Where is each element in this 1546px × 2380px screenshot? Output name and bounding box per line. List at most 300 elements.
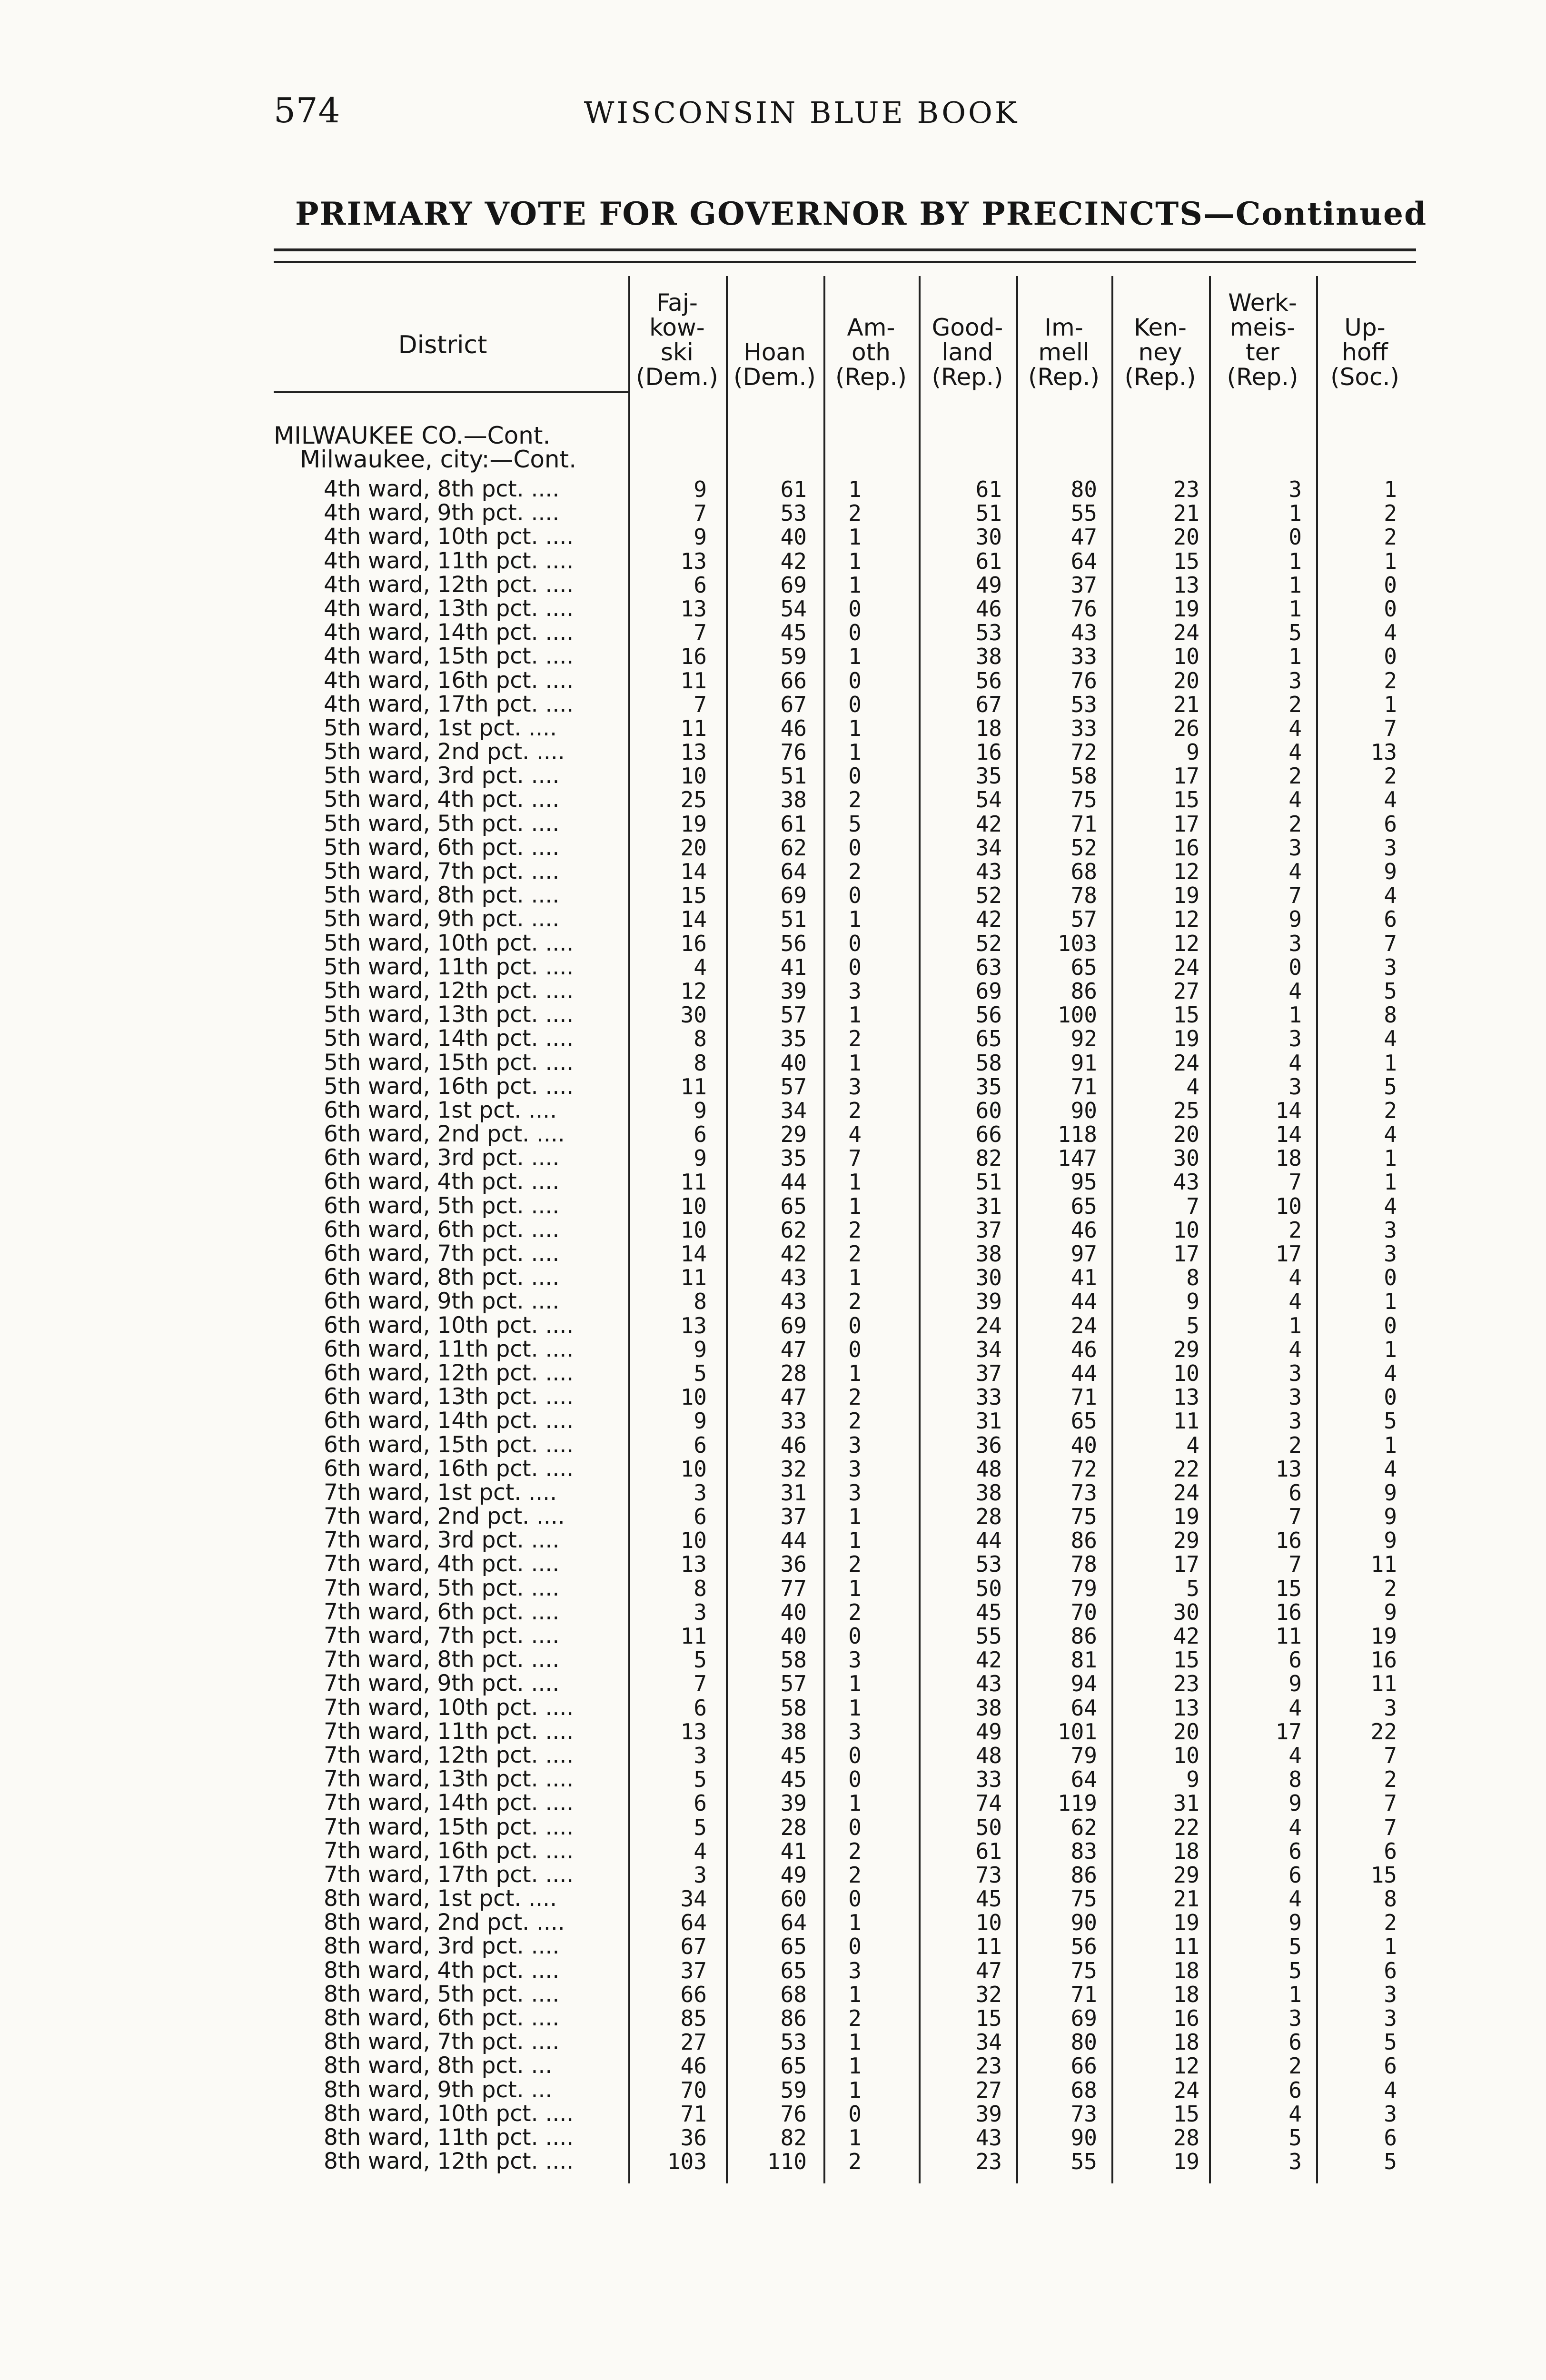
- vote-cell-hoan: 40: [780, 1599, 807, 1625]
- vote-cell-hoan: 40: [780, 1050, 807, 1076]
- vote-cell-werkmeister: 3: [1288, 1073, 1302, 1100]
- table-row: [0, 1075, 1546, 1099]
- vote-cell-kenney: 13: [1173, 1695, 1199, 1721]
- vote-cell-fajkowski: 67: [680, 1934, 707, 1960]
- vote-cell-goodland: 43: [975, 859, 1002, 884]
- table-row: [0, 2078, 1546, 2102]
- district-cell: 6th ward, 6th pct. ....: [324, 1218, 560, 1242]
- district-cell: 8th ward, 12th pct. ....: [324, 2150, 574, 2174]
- vote-cell-kenney: 18: [1173, 1838, 1199, 1864]
- vote-cell-goodland: 53: [975, 1551, 1002, 1577]
- vote-cell-fajkowski: 70: [680, 2077, 707, 2103]
- vote-cell-kenney: 9: [1186, 1289, 1199, 1315]
- vote-cell-immell: 75: [1070, 1957, 1097, 1983]
- vote-cell-amoth: 1: [848, 548, 862, 574]
- vote-cell-kenney: 22: [1173, 1456, 1199, 1482]
- vote-cell-fajkowski: 9: [694, 1145, 707, 1171]
- column-header-kenney: Ken- ney (Rep.): [1124, 314, 1196, 391]
- vote-cell-kenney: 15: [1173, 548, 1199, 574]
- vote-cell-immell: 70: [1070, 1599, 1097, 1625]
- vote-cell-amoth: 1: [848, 739, 862, 765]
- table-row: [0, 836, 1546, 860]
- vote-cell-immell: 75: [1070, 1504, 1097, 1530]
- vote-cell-uphoff: 2: [1384, 667, 1397, 694]
- vote-cell-uphoff: 8: [1384, 1886, 1397, 1912]
- vote-cell-hoan: 110: [767, 2149, 807, 2175]
- vote-cell-immell: 37: [1070, 572, 1097, 598]
- vote-cell-kenney: 24: [1173, 1050, 1199, 1076]
- vote-cell-immell: 118: [1057, 1121, 1097, 1148]
- vote-cell-goodland: 28: [975, 1504, 1002, 1530]
- vote-cell-hoan: 59: [780, 644, 807, 670]
- vote-cell-immell: 83: [1070, 1838, 1097, 1864]
- vote-cell-werkmeister: 1: [1288, 572, 1302, 598]
- vote-cell-uphoff: 6: [1384, 906, 1397, 932]
- district-cell: 7th ward, 14th pct. ....: [324, 1791, 574, 1815]
- vote-cell-goodland: 54: [975, 787, 1002, 813]
- district-cell: 7th ward, 10th pct. ....: [324, 1696, 574, 1720]
- vote-cell-uphoff: 2: [1384, 1575, 1397, 1601]
- district-cell: 7th ward, 8th pct. ....: [324, 1648, 560, 1672]
- vote-cell-fajkowski: 15: [680, 883, 707, 909]
- vote-cell-goodland: 61: [975, 476, 1002, 502]
- vote-cell-hoan: 62: [780, 834, 807, 861]
- table-row: [0, 1887, 1546, 1911]
- vote-cell-hoan: 61: [780, 811, 807, 837]
- vote-cell-goodland: 34: [975, 834, 1002, 861]
- vote-cell-werkmeister: 1: [1288, 1312, 1302, 1339]
- vote-cell-fajkowski: 25: [680, 787, 707, 813]
- vote-cell-uphoff: 4: [1384, 787, 1397, 813]
- vote-cell-hoan: 57: [780, 1671, 807, 1697]
- district-cell: 6th ward, 16th pct. ....: [324, 1457, 574, 1481]
- vote-cell-fajkowski: 9: [694, 476, 707, 502]
- vote-cell-fajkowski: 3: [694, 1479, 707, 1506]
- vote-cell-kenney: 21: [1173, 1886, 1199, 1912]
- vote-cell-goodland: 38: [975, 1479, 1002, 1506]
- vote-cell-fajkowski: 71: [680, 2101, 707, 2127]
- vote-cell-goodland: 39: [975, 2101, 1002, 2127]
- vote-cell-uphoff: 1: [1384, 691, 1397, 717]
- vote-cell-werkmeister: 3: [1288, 1408, 1302, 1434]
- vote-cell-kenney: 30: [1173, 1145, 1199, 1171]
- vote-cell-hoan: 51: [780, 906, 807, 932]
- table-row: [0, 1361, 1546, 1385]
- district-cell: 6th ward, 9th pct. ....: [324, 1289, 560, 1314]
- district-cell: 6th ward, 1st pct. ....: [324, 1098, 557, 1122]
- vote-cell-werkmeister: 6: [1288, 1479, 1302, 1506]
- district-cell: 5th ward, 4th pct. ....: [324, 788, 560, 812]
- district-cell: 6th ward, 13th pct. ....: [324, 1385, 574, 1409]
- vote-cell-fajkowski: 7: [694, 1671, 707, 1697]
- vote-cell-kenney: 10: [1173, 1217, 1199, 1243]
- vote-cell-goodland: 52: [975, 883, 1002, 909]
- vote-cell-fajkowski: 12: [680, 978, 707, 1004]
- vote-cell-amoth: 3: [848, 1432, 862, 1458]
- table-row: [0, 1600, 1546, 1624]
- vote-cell-kenney: 24: [1173, 1479, 1199, 1506]
- vote-cell-werkmeister: 2: [1288, 1217, 1302, 1243]
- vote-cell-immell: 73: [1070, 1479, 1097, 1506]
- table-row: [0, 1552, 1546, 1576]
- vote-cell-goodland: 46: [975, 595, 1002, 622]
- table-row: [0, 979, 1546, 1003]
- vote-cell-amoth: 0: [848, 1814, 862, 1840]
- vote-cell-goodland: 56: [975, 1002, 1002, 1028]
- vote-cell-uphoff: 0: [1384, 1384, 1397, 1410]
- table-row: [0, 1314, 1546, 1338]
- vote-cell-hoan: 46: [780, 1432, 807, 1458]
- vote-cell-hoan: 38: [780, 1718, 807, 1745]
- vote-cell-immell: 64: [1070, 1695, 1097, 1721]
- vote-cell-goodland: 65: [975, 1026, 1002, 1052]
- column-rule: [628, 276, 630, 2183]
- vote-cell-amoth: 4: [848, 1121, 862, 1148]
- vote-cell-goodland: 37: [975, 1360, 1002, 1386]
- vote-cell-amoth: 0: [848, 1336, 862, 1362]
- vote-cell-kenney: 16: [1173, 834, 1199, 861]
- vote-cell-immell: 64: [1070, 1766, 1097, 1793]
- vote-cell-uphoff: 19: [1370, 1623, 1397, 1649]
- vote-cell-fajkowski: 4: [694, 954, 707, 980]
- vote-cell-fajkowski: 6: [694, 1504, 707, 1530]
- vote-cell-fajkowski: 37: [680, 1957, 707, 1983]
- vote-cell-fajkowski: 5: [694, 1647, 707, 1673]
- vote-cell-hoan: 58: [780, 1647, 807, 1673]
- vote-cell-fajkowski: 11: [680, 1073, 707, 1100]
- district-cell: 5th ward, 9th pct. ....: [324, 907, 560, 932]
- vote-cell-amoth: 0: [848, 1886, 862, 1912]
- vote-cell-immell: 71: [1070, 811, 1097, 837]
- vote-cell-immell: 69: [1070, 2005, 1097, 2031]
- vote-cell-werkmeister: 3: [1288, 667, 1302, 694]
- district-cell: 7th ward, 6th pct. ....: [324, 1600, 560, 1624]
- vote-cell-goodland: 50: [975, 1814, 1002, 1840]
- vote-cell-goodland: 35: [975, 1073, 1002, 1100]
- vote-cell-kenney: 43: [1173, 1169, 1199, 1195]
- district-cell: 5th ward, 11th pct. ....: [324, 955, 574, 979]
- table-row: [0, 501, 1546, 525]
- county-heading: MILWAUKEE CO.—Cont.: [274, 422, 551, 449]
- table-row: [0, 1959, 1546, 1983]
- district-cell: 7th ward, 9th pct. ....: [324, 1672, 560, 1696]
- vote-cell-uphoff: 16: [1370, 1647, 1397, 1673]
- vote-cell-immell: 72: [1070, 739, 1097, 765]
- table-row: [0, 2054, 1546, 2078]
- table-row: [0, 1338, 1546, 1361]
- vote-cell-hoan: 43: [780, 1289, 807, 1315]
- vote-cell-fajkowski: 64: [680, 1910, 707, 1936]
- table-row: [0, 1409, 1546, 1433]
- district-cell: 4th ward, 10th pct. ....: [324, 525, 574, 549]
- vote-cell-hoan: 39: [780, 978, 807, 1004]
- vote-cell-uphoff: 4: [1384, 2077, 1397, 2103]
- vote-cell-amoth: 1: [848, 1527, 862, 1554]
- vote-cell-fajkowski: 6: [694, 1432, 707, 1458]
- vote-cell-fajkowski: 14: [680, 906, 707, 932]
- vote-cell-werkmeister: 2: [1288, 763, 1302, 789]
- vote-cell-uphoff: 3: [1384, 2101, 1397, 2127]
- table-row: [0, 1505, 1546, 1528]
- vote-cell-goodland: 24: [975, 1312, 1002, 1339]
- vote-cell-hoan: 44: [780, 1527, 807, 1554]
- vote-cell-uphoff: 1: [1384, 1169, 1397, 1195]
- vote-cell-kenney: 22: [1173, 1814, 1199, 1840]
- vote-cell-hoan: 65: [780, 1957, 807, 1983]
- vote-cell-hoan: 76: [780, 2101, 807, 2127]
- table-row: [0, 2030, 1546, 2054]
- vote-cell-werkmeister: 1: [1288, 644, 1302, 670]
- vote-cell-werkmeister: 4: [1288, 787, 1302, 813]
- table-row: [0, 1624, 1546, 1648]
- vote-cell-goodland: 11: [975, 1934, 1002, 1960]
- vote-cell-kenney: 19: [1173, 1026, 1199, 1052]
- vote-cell-amoth: 0: [848, 954, 862, 980]
- district-cell: 4th ward, 17th pct. ....: [324, 692, 574, 716]
- vote-cell-werkmeister: 4: [1288, 1742, 1302, 1768]
- vote-cell-kenney: 11: [1173, 1408, 1199, 1434]
- district-cell: 5th ward, 5th pct. ....: [324, 812, 560, 836]
- vote-cell-hoan: 86: [780, 2005, 807, 2031]
- vote-cell-amoth: 3: [848, 978, 862, 1004]
- vote-cell-goodland: 23: [975, 2053, 1002, 2079]
- vote-cell-fajkowski: 11: [680, 715, 707, 741]
- vote-cell-immell: 78: [1070, 1551, 1097, 1577]
- vote-cell-fajkowski: 10: [680, 1527, 707, 1554]
- vote-cell-amoth: 3: [848, 1647, 862, 1673]
- vote-cell-amoth: 2: [848, 1384, 862, 1410]
- vote-cell-hoan: 53: [780, 500, 807, 526]
- vote-cell-uphoff: 3: [1384, 834, 1397, 861]
- vote-cell-goodland: 32: [975, 1981, 1002, 2007]
- vote-cell-uphoff: 3: [1384, 954, 1397, 980]
- vote-cell-immell: 90: [1070, 1910, 1097, 1936]
- vote-cell-amoth: 3: [848, 1456, 862, 1482]
- column-header-immell: Im- mell (Rep.): [1028, 314, 1100, 391]
- vote-cell-amoth: 7: [848, 1145, 862, 1171]
- vote-cell-immell: 78: [1070, 883, 1097, 909]
- vote-cell-kenney: 5: [1186, 1575, 1199, 1601]
- vote-cell-immell: 95: [1070, 1169, 1097, 1195]
- column-header-fajkowski: Faj- kow- ski (Dem.): [636, 289, 718, 391]
- vote-cell-immell: 52: [1070, 834, 1097, 861]
- vote-cell-immell: 94: [1070, 1671, 1097, 1697]
- district-cell: 6th ward, 11th pct. ....: [324, 1337, 574, 1361]
- vote-cell-hoan: 53: [780, 2029, 807, 2055]
- vote-cell-uphoff: 15: [1370, 1862, 1397, 1888]
- table-row: [0, 1934, 1546, 1958]
- vote-cell-werkmeister: 3: [1288, 2005, 1302, 2031]
- vote-cell-werkmeister: 7: [1288, 883, 1302, 909]
- vote-cell-kenney: 15: [1173, 2101, 1199, 2127]
- vote-cell-fajkowski: 3: [694, 1742, 707, 1768]
- vote-cell-immell: 33: [1070, 644, 1097, 670]
- vote-cell-amoth: 0: [848, 1934, 862, 1960]
- vote-cell-hoan: 47: [780, 1336, 807, 1362]
- vote-cell-goodland: 31: [975, 1193, 1002, 1219]
- table-row: [0, 597, 1546, 621]
- vote-cell-uphoff: 4: [1384, 1121, 1397, 1148]
- vote-cell-fajkowski: 13: [680, 1718, 707, 1745]
- table-row: [0, 645, 1546, 668]
- vote-cell-immell: 58: [1070, 763, 1097, 789]
- column-header-werkmeister: Werk- meis- ter (Rep.): [1227, 289, 1298, 391]
- vote-cell-uphoff: 6: [1384, 811, 1397, 837]
- vote-cell-uphoff: 0: [1384, 1312, 1397, 1339]
- vote-cell-hoan: 43: [780, 1265, 807, 1291]
- vote-cell-uphoff: 2: [1384, 1097, 1397, 1123]
- vote-cell-kenney: 21: [1173, 691, 1199, 717]
- vote-cell-immell: 119: [1057, 1790, 1097, 1816]
- vote-cell-kenney: 21: [1173, 500, 1199, 526]
- vote-cell-amoth: 2: [848, 859, 862, 884]
- district-cell: 7th ward, 15th pct. ....: [324, 1815, 574, 1839]
- district-cell: 4th ward, 11th pct. ....: [324, 549, 574, 573]
- vote-cell-hoan: 65: [780, 2053, 807, 2079]
- vote-cell-amoth: 2: [848, 500, 862, 526]
- vote-cell-werkmeister: 0: [1288, 954, 1302, 980]
- vote-cell-goodland: 47: [975, 1957, 1002, 1983]
- vote-cell-goodland: 63: [975, 954, 1002, 980]
- table-row: [0, 812, 1546, 836]
- vote-cell-goodland: 34: [975, 2029, 1002, 2055]
- vote-cell-immell: 86: [1070, 978, 1097, 1004]
- vote-cell-fajkowski: 5: [694, 1360, 707, 1386]
- vote-cell-amoth: 1: [848, 1910, 862, 1936]
- vote-cell-hoan: 69: [780, 572, 807, 598]
- vote-cell-werkmeister: 7: [1288, 1504, 1302, 1530]
- vote-cell-amoth: 2: [848, 1551, 862, 1577]
- vote-cell-fajkowski: 7: [694, 500, 707, 526]
- vote-cell-amoth: 0: [848, 2101, 862, 2127]
- vote-cell-hoan: 42: [780, 1241, 807, 1267]
- vote-cell-werkmeister: 4: [1288, 1289, 1302, 1315]
- vote-cell-kenney: 19: [1173, 883, 1199, 909]
- vote-cell-fajkowski: 10: [680, 763, 707, 789]
- vote-cell-kenney: 19: [1173, 1910, 1199, 1936]
- vote-cell-uphoff: 3: [1384, 1695, 1397, 1721]
- vote-cell-goodland: 61: [975, 1838, 1002, 1864]
- vote-cell-immell: 79: [1070, 1742, 1097, 1768]
- vote-cell-amoth: 1: [848, 1671, 862, 1697]
- column-rule: [726, 276, 728, 2183]
- vote-cell-kenney: 4: [1186, 1073, 1199, 1100]
- vote-cell-immell: 40: [1070, 1432, 1097, 1458]
- vote-cell-fajkowski: 10: [680, 1456, 707, 1482]
- vote-cell-kenney: 27: [1173, 978, 1199, 1004]
- vote-cell-immell: 76: [1070, 667, 1097, 694]
- vote-cell-fajkowski: 11: [680, 1169, 707, 1195]
- table-row: [0, 2126, 1546, 2150]
- vote-cell-hoan: 69: [780, 883, 807, 909]
- vote-cell-immell: 86: [1070, 1527, 1097, 1554]
- district-cell: 6th ward, 12th pct. ....: [324, 1361, 574, 1385]
- table-row: [0, 549, 1546, 573]
- column-header-hoan: Hoan (Dem.): [733, 338, 816, 391]
- vote-cell-werkmeister: 5: [1288, 1934, 1302, 1960]
- vote-cell-hoan: 42: [780, 548, 807, 574]
- district-cell: 8th ward, 11th pct. ....: [324, 2125, 574, 2150]
- vote-cell-werkmeister: 6: [1288, 2077, 1302, 2103]
- table-row: [0, 2006, 1546, 2030]
- table-row: [0, 2102, 1546, 2126]
- district-cell: 5th ward, 8th pct. ....: [324, 883, 560, 908]
- district-cell: 5th ward, 14th pct. ....: [324, 1027, 574, 1051]
- table-row: [0, 669, 1546, 693]
- vote-cell-werkmeister: 9: [1288, 1790, 1302, 1816]
- vote-cell-uphoff: 6: [1384, 1957, 1397, 1983]
- vote-cell-kenney: 18: [1173, 1957, 1199, 1983]
- vote-cell-kenney: 12: [1173, 930, 1199, 956]
- district-cell: 6th ward, 3rd pct. ....: [324, 1146, 560, 1170]
- vote-cell-amoth: 3: [848, 1479, 862, 1506]
- vote-cell-immell: 46: [1070, 1336, 1097, 1362]
- vote-cell-werkmeister: 17: [1275, 1718, 1302, 1745]
- vote-cell-fajkowski: 34: [680, 1886, 707, 1912]
- vote-cell-uphoff: 4: [1384, 883, 1397, 909]
- table-row: [0, 1457, 1546, 1481]
- table-row: [0, 1146, 1546, 1170]
- vote-cell-kenney: 12: [1173, 2053, 1199, 2079]
- table-row: [0, 1791, 1546, 1815]
- vote-cell-immell: 56: [1070, 1934, 1097, 1960]
- vote-cell-werkmeister: 9: [1288, 1671, 1302, 1697]
- district-cell: 5th ward, 1st pct. ....: [324, 716, 557, 740]
- vote-cell-uphoff: 6: [1384, 2053, 1397, 2079]
- vote-cell-werkmeister: 4: [1288, 2101, 1302, 2127]
- vote-cell-amoth: 1: [848, 1002, 862, 1028]
- district-cell: 7th ward, 16th pct. ....: [324, 1839, 574, 1863]
- vote-cell-amoth: 0: [848, 883, 862, 909]
- vote-cell-werkmeister: 9: [1288, 906, 1302, 932]
- vote-cell-fajkowski: 10: [680, 1217, 707, 1243]
- vote-cell-amoth: 2: [848, 1599, 862, 1625]
- vote-cell-fajkowski: 36: [680, 2124, 707, 2151]
- vote-cell-kenney: 16: [1173, 2005, 1199, 2031]
- vote-cell-goodland: 31: [975, 1408, 1002, 1434]
- vote-cell-goodland: 34: [975, 1336, 1002, 1362]
- vote-cell-immell: 65: [1070, 1193, 1097, 1219]
- vote-cell-kenney: 20: [1173, 1718, 1199, 1745]
- table-row: [0, 1170, 1546, 1194]
- vote-cell-goodland: 35: [975, 763, 1002, 789]
- vote-cell-hoan: 44: [780, 1169, 807, 1195]
- table-row: [0, 1696, 1546, 1720]
- vote-cell-kenney: 31: [1173, 1790, 1199, 1816]
- table-row: [0, 907, 1546, 931]
- vote-cell-werkmeister: 1: [1288, 595, 1302, 622]
- vote-cell-immell: 71: [1070, 1073, 1097, 1100]
- vote-cell-immell: 100: [1057, 1002, 1097, 1028]
- vote-cell-werkmeister: 4: [1288, 1265, 1302, 1291]
- vote-cell-goodland: 56: [975, 667, 1002, 694]
- vote-cell-fajkowski: 5: [694, 1766, 707, 1793]
- column-rule: [919, 276, 921, 2183]
- vote-cell-immell: 55: [1070, 500, 1097, 526]
- vote-cell-uphoff: 5: [1384, 978, 1397, 1004]
- vote-cell-hoan: 34: [780, 1097, 807, 1123]
- vote-cell-hoan: 82: [780, 2124, 807, 2151]
- district-cell: 7th ward, 11th pct. ....: [324, 1719, 574, 1744]
- vote-cell-kenney: 7: [1186, 1193, 1199, 1219]
- vote-cell-hoan: 49: [780, 1862, 807, 1888]
- table-row: [0, 1266, 1546, 1289]
- vote-cell-amoth: 1: [848, 1695, 862, 1721]
- vote-cell-amoth: 0: [848, 691, 862, 717]
- vote-cell-fajkowski: 6: [694, 1790, 707, 1816]
- vote-cell-hoan: 33: [780, 1408, 807, 1434]
- vote-cell-hoan: 35: [780, 1026, 807, 1052]
